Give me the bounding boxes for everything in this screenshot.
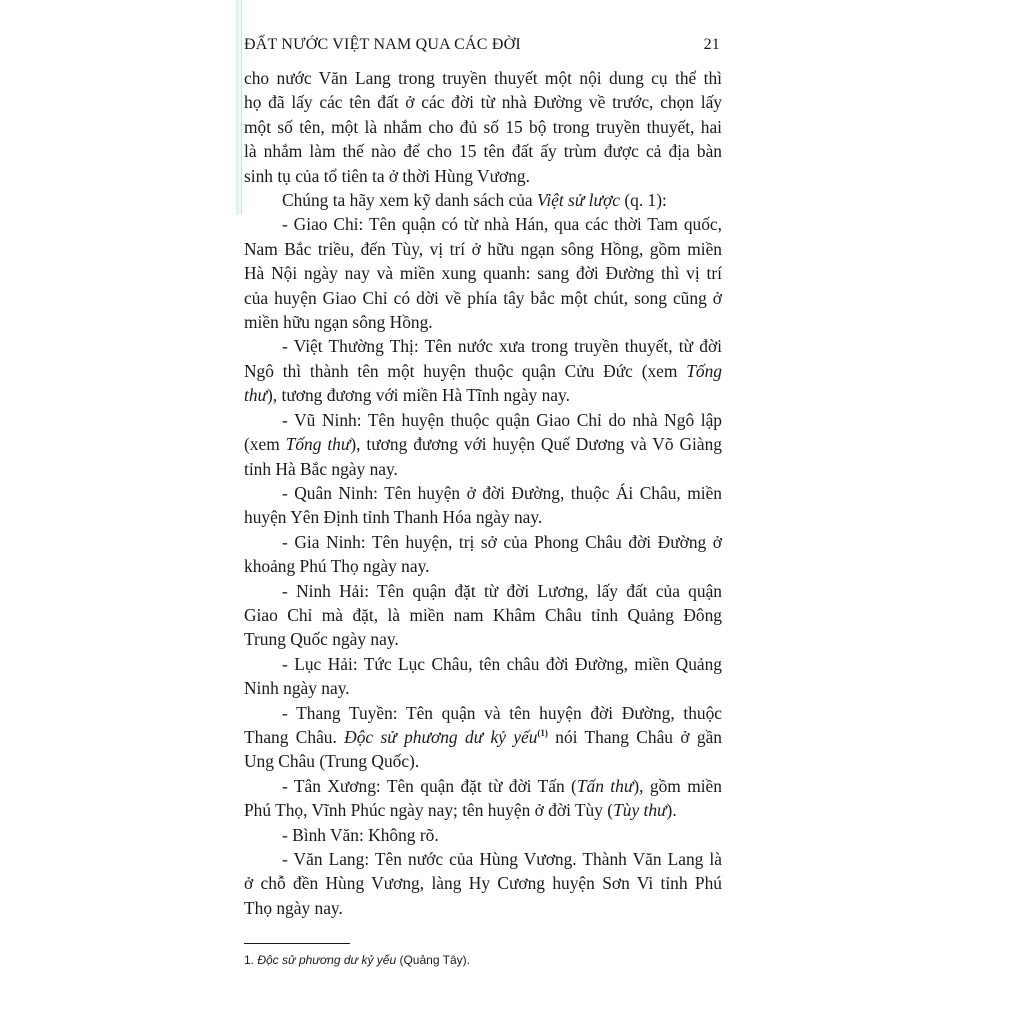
paragraph <box>244 188 722 212</box>
running-title: ĐẤT NƯỚC VIỆT NAM QUA CÁC ĐỜI <box>244 36 521 53</box>
text-line: tỉnh Hà Bắc ngày nay. <box>244 458 398 479</box>
list-entry <box>244 481 722 530</box>
text-line: khoảng Phú Thọ ngày nay. <box>244 556 430 577</box>
text-run: (Quảng Tây). <box>396 953 470 967</box>
footnote-number: 1. <box>244 953 258 967</box>
text-line: Hà Nội ngày nay và miền xung quanh: sang đời Đường thì vị trí <box>244 263 722 284</box>
text-line <box>244 725 722 749</box>
text-line: của huyện Giao Chỉ có dời về phía tây bắc một chút, song cũng ở <box>244 287 722 308</box>
text-line: là nhắm làm thế nào để cho 15 tên đất ấy trùm được cả địa bàn <box>244 141 722 162</box>
text-run: ). <box>666 800 677 821</box>
list-entry <box>244 530 722 579</box>
text-line: - Lục Hải: Tức Lục Châu, tên châu đời Đường, miền Quảng <box>282 653 722 674</box>
text-line: huyện Yên Định tỉnh Thanh Hóa ngày nay. <box>244 507 543 528</box>
text-line: Ninh ngày nay. <box>244 678 350 699</box>
book-title: Tùy thư <box>613 800 667 821</box>
paragraph <box>244 66 722 188</box>
footnote <box>244 953 470 967</box>
text-line <box>244 798 722 822</box>
text-run: nói Thang Châu ở gần <box>547 726 722 747</box>
text-run: ), tương đương với miền Hà Tĩnh ngày nay. <box>267 385 570 406</box>
text-line: - Gia Ninh: Tên huyện, trị sở của Phong Châu đời Đường ở <box>282 531 722 552</box>
text-line: Thọ ngày nay. <box>244 897 343 918</box>
text-line: một số tên, một là nhắm cho đủ số 15 bộ trong truyền thuyết, hai <box>244 116 722 137</box>
text-line: Ung Châu (Trung Quốc). <box>244 751 420 772</box>
footnote-divider <box>244 943 350 944</box>
text-line: - Vũ Ninh: Tên huyện thuộc quận Giao Chỉ do nhà Ngô lập <box>282 409 722 430</box>
page-edge-line <box>241 0 242 215</box>
body-text <box>244 66 722 920</box>
text-line: - Văn Lang: Tên nước của Hùng Vương. Thành Văn Lang là <box>282 849 722 869</box>
text-line <box>244 359 722 383</box>
list-entry <box>244 212 722 334</box>
text-run: Chúng ta hãy xem kỹ danh sách của <box>282 190 537 211</box>
list-entry <box>244 579 722 652</box>
book-title: Tống <box>686 360 722 381</box>
list-entry <box>244 774 722 823</box>
list-entry <box>244 701 722 774</box>
book-title: Tấn thư <box>576 775 634 796</box>
list-entry <box>244 408 722 481</box>
list-entry <box>244 652 722 701</box>
text-run: ), gồm miền <box>633 775 722 796</box>
text-run: (q. 1): <box>619 190 667 211</box>
text-line: - Quân Ninh: Tên huyện ở đời Đường, thuộc Ái Châu, miền <box>282 482 722 503</box>
text-run: Thang Châu. <box>244 726 345 747</box>
text-line <box>244 432 722 456</box>
text-line: ở chỗ đền Hùng Vương, làng Hy Cương huyện Sơn Vi tỉnh Phú <box>244 873 722 894</box>
footnote-marker[interactable]: (1) <box>537 727 548 738</box>
text-line: - Việt Thường Thị: Tên nước xưa trong truyền thuyết, từ đời <box>282 336 722 357</box>
list-entry <box>244 334 722 407</box>
text-line: họ đã lấy các tên đất ở các đời từ nhà Đường về trước, chọn lấy <box>244 92 722 113</box>
text-run: (xem <box>244 434 286 455</box>
text-run: ), tương đương với huyện Quế Dương và Võ Giàng <box>350 434 722 455</box>
list-entry <box>244 847 722 920</box>
book-title: Độc sử phương dư kỷ yếu <box>257 953 397 967</box>
text-line: - Giao Chỉ: Tên quận có từ nhà Hán, qua các thời Tam quốc, <box>282 214 722 235</box>
book-title: Việt sử lược <box>537 190 620 211</box>
text-line <box>282 188 722 212</box>
text-run: Ngô thì thành tên một huyện thuộc quận Cửu Đức (xem <box>244 360 687 381</box>
text-line <box>244 774 722 798</box>
text-line: Giao Chỉ mà đặt, là miền nam Khâm Châu tỉnh Quảng Đông <box>244 604 722 625</box>
text-line: miền hữu ngạn sông Hồng. <box>244 312 433 333</box>
page-number: 21 <box>703 36 720 53</box>
book-title: thư <box>244 385 268 406</box>
book-title: Độc sử phương dư kỷ yếu <box>344 726 538 747</box>
text-line: - Ninh Hải: Tên quận đặt từ đời Lương, lấy đất của quận <box>282 580 722 601</box>
text-line: - Bình Văn: Không rõ. <box>282 824 439 845</box>
list-entry <box>244 823 722 847</box>
running-header <box>244 36 720 58</box>
text-line: Trung Quốc ngày nay. <box>244 629 399 650</box>
text-run: Phú Thọ, Vĩnh Phúc ngày nay; tên huyện ở đời Tùy ( <box>244 800 614 821</box>
text-line <box>244 383 722 407</box>
text-run: - Tân Xương: Tên quận đặt từ đời Tấn ( <box>282 775 577 796</box>
text-line: cho nước Văn Lang trong truyền thuyết một nội dung cụ thể thì <box>244 68 722 88</box>
text-line: - Thang Tuyền: Tên quận và tên huyện đời Đường, thuộc <box>282 702 722 723</box>
text-line: sinh tụ của tổ tiên ta ở thời Hùng Vương. <box>244 165 530 186</box>
book-title: Tống thư <box>285 434 351 455</box>
text-line: Nam Bắc triều, đến Tùy, vị trí ở hữu ngạn sông Hồng, gồm miền <box>244 238 722 259</box>
